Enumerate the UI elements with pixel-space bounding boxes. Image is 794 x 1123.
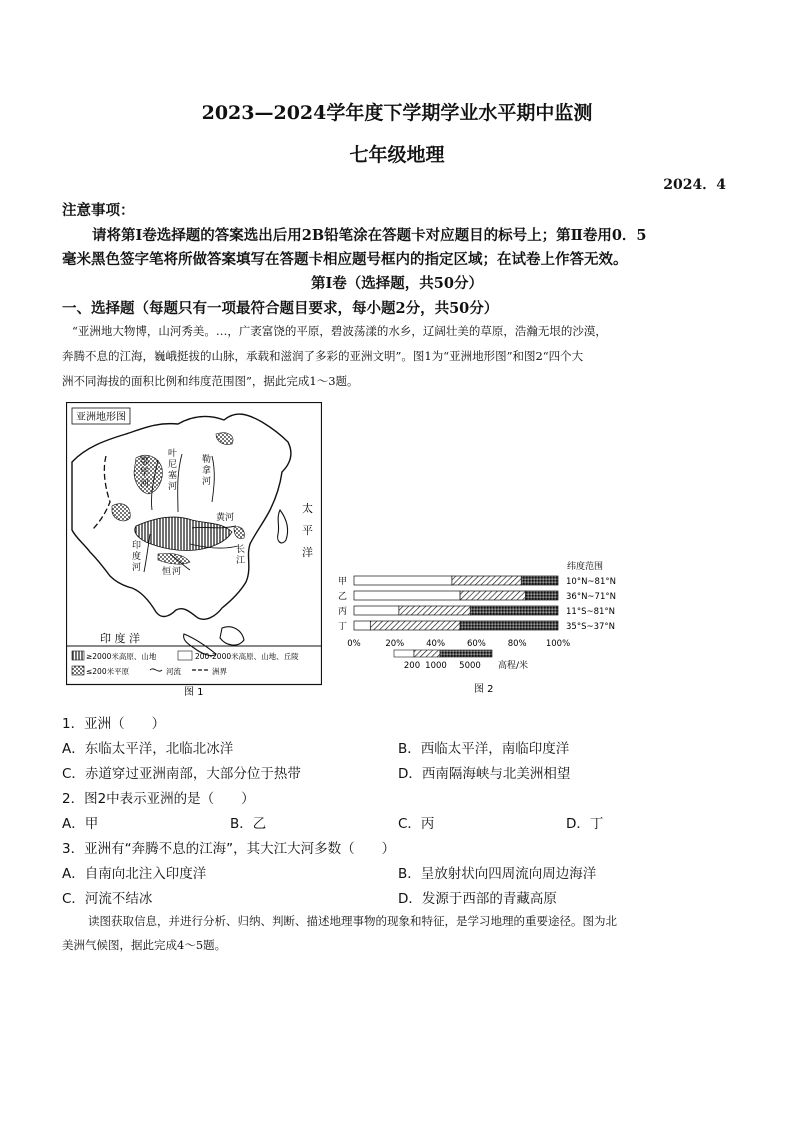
section-title: 第Ⅰ卷（选择题，共50分） <box>311 275 483 292</box>
latitude-range-3: 35°S~37°N <box>566 622 616 632</box>
legend-mid-swatch <box>178 651 192 660</box>
elevation-legend-tick-2: 5000 <box>459 661 481 671</box>
label-yenisei-3: 塞 <box>168 471 178 481</box>
figure2-caption: 图 2 <box>474 684 494 695</box>
x-tick-3: 60% <box>466 639 486 649</box>
label-lena-3: 河 <box>202 477 212 487</box>
exam-title: 2023—2024学年度下学期学业水平期中监测 <box>201 102 593 124</box>
q2-option-c[interactable]: C．丙 <box>398 816 435 832</box>
label-yangtze-1: 长 <box>236 545 246 555</box>
label-ob-2: 毕 <box>140 468 150 478</box>
label-ob-3: 河 <box>140 479 150 489</box>
bar-segment-0-0 <box>354 576 452 585</box>
label-indus-3: 河 <box>132 563 142 573</box>
elevation-legend-tick-1: 1000 <box>425 661 447 671</box>
q1-stem: 1．亚洲（ ） <box>62 716 166 732</box>
exam-date: 2024．4 <box>663 177 726 193</box>
bar-segment-1-1 <box>460 591 525 600</box>
exam-subtitle: 七年级地理 <box>349 144 445 166</box>
legend-low-label: ≤200米平原 <box>86 667 130 676</box>
q3-option-a[interactable]: A．自南向北注入印度洋 <box>62 866 207 882</box>
legend-high-swatch <box>72 651 84 660</box>
bar-segment-1-2 <box>525 591 558 600</box>
latitude-range-1: 36°N~71°N <box>566 592 616 602</box>
q3-option-c[interactable]: C．河流不结冰 <box>62 891 153 907</box>
legend-low-swatch <box>72 666 84 675</box>
figure1-asia-map <box>66 402 322 698</box>
elevation-legend-tick-0: 200 <box>403 661 421 671</box>
elevation-legend-seg-1 <box>414 650 440 657</box>
elevation-legend-seg-0 <box>394 650 414 657</box>
notice-heading: 注意事项： <box>62 202 135 219</box>
category-label-0: 甲 <box>338 577 348 587</box>
label-ganges-2: 河 <box>172 567 182 577</box>
category-label-3: 丁 <box>338 622 348 632</box>
legend-mid-label: 200-2000米高原、山地、丘陵 <box>195 652 299 661</box>
x-tick-1: 20% <box>385 639 405 649</box>
part-heading: 一、选择题（每题只有一项最符合题目要求，每小题2分，共50分） <box>62 300 499 317</box>
label-pacific-1: 太 <box>302 502 313 515</box>
bar-segment-0-2 <box>521 576 558 585</box>
label-ganges-1: 恒 <box>162 567 172 577</box>
q1-option-d[interactable]: D．西南隔海峡与北美洲相望 <box>398 766 571 782</box>
label-ob-1: 鄂 <box>140 457 150 467</box>
q2-option-b[interactable]: B．乙 <box>230 816 267 832</box>
bar-segment-3-1 <box>370 621 460 630</box>
bar-segment-2-1 <box>399 606 470 615</box>
x-tick-0: 0% <box>347 639 361 649</box>
label-indus-2: 度 <box>132 552 142 562</box>
intro2-line-2: 美洲气候图，据此完成4～5题。 <box>62 938 227 952</box>
intro1-line-2: 奔腾不息的江海，巍峨挺拔的山脉，承载和滋润了多彩的亚洲文明”。图1为“亚洲地形图”和图2“四个大 <box>62 349 584 363</box>
notice-line-2: 毫米黑色签字笔将所做答案填写在答题卡相应题号框内的指定区域；在试卷上作答无效。 <box>62 251 628 268</box>
intro1-line-1: “亚洲地大物博，山河秀美。…，广袤富饶的平原，碧波荡漾的水乡，辽阔壮美的草原，浩瀚无垠的沙漠， <box>72 324 607 338</box>
label-yenisei-4: 河 <box>168 482 178 492</box>
label-pacific-3: 洋 <box>302 546 313 559</box>
q2-option-d[interactable]: D．丁 <box>566 816 604 832</box>
notice-line-1: 请将第Ⅰ卷选择题的答案选出后用2B铅笔涂在答题卡对应题目的标号上；第Ⅱ卷用0．5 <box>92 227 647 244</box>
latitude-range-0: 10°N~81°N <box>566 577 616 587</box>
elevation-legend-seg-2 <box>440 650 492 657</box>
bar-segment-0-1 <box>452 576 521 585</box>
q1-option-a[interactable]: A．东临太平洋，北临北冰洋 <box>62 741 234 757</box>
elevation-legend-title: 高程/米 <box>498 661 529 671</box>
x-tick-2: 40% <box>426 639 446 649</box>
label-lena-1: 勒 <box>202 455 212 465</box>
bar-segment-2-2 <box>470 606 558 615</box>
category-label-2: 丙 <box>338 607 348 617</box>
q2-option-a[interactable]: A．甲 <box>62 816 99 832</box>
bar-segment-2-0 <box>354 606 399 615</box>
legend-boundary-label: 洲界 <box>212 667 227 676</box>
label-indian-ocean: 印 度 洋 <box>100 632 140 645</box>
category-label-1: 乙 <box>338 592 348 602</box>
x-tick-5: 100% <box>545 639 571 649</box>
q3-option-b[interactable]: B．呈放射状向四周流向周边海洋 <box>398 866 597 882</box>
label-lena-2: 拿 <box>202 466 212 476</box>
legend-high-label: ≥2000米高原、山地 <box>86 652 157 661</box>
q3-stem: 3．亚洲有“奔腾不息的江海”，其大江大河多数（ ） <box>62 841 396 857</box>
figure2-chart <box>334 556 634 696</box>
label-yenisei-1: 叶 <box>168 449 178 459</box>
latitude-range-2: 11°S~81°N <box>566 607 616 617</box>
latitude-header: 纬度范围 <box>567 562 604 572</box>
bar-segment-3-2 <box>460 621 558 630</box>
q1-option-b[interactable]: B．西临太平洋，南临印度洋 <box>398 741 570 757</box>
q2-stem: 2．图2中表示亚洲的是（ ） <box>62 791 255 807</box>
intro1-line-3: 洲不同海拔的面积比例和纬度范围图”，据此完成1～3题。 <box>62 374 359 388</box>
q3-option-d[interactable]: D．发源于西部的青藏高原 <box>398 891 557 907</box>
legend-river-label: 河流 <box>166 667 181 676</box>
figure1-caption: 图 1 <box>184 687 204 698</box>
bar-segment-3-0 <box>354 621 370 630</box>
bar-segment-1-0 <box>354 591 460 600</box>
intro2-line-1: 读图获取信息，并进行分析、归纳、判断、描述地理事物的现象和特征，是学习地理的重要途径。图为北 <box>88 914 617 928</box>
x-tick-4: 80% <box>507 639 527 649</box>
label-pacific-2: 平 <box>302 524 313 537</box>
q1-option-c[interactable]: C．赤道穿过亚洲南部，大部分位于热带 <box>62 766 301 782</box>
label-yellow-river: 黄河 <box>216 513 235 523</box>
label-yenisei-2: 尼 <box>168 460 178 470</box>
map-title: 亚洲地形图 <box>76 412 126 423</box>
label-indus-1: 印 <box>132 541 142 551</box>
label-yangtze-2: 江 <box>236 556 246 566</box>
